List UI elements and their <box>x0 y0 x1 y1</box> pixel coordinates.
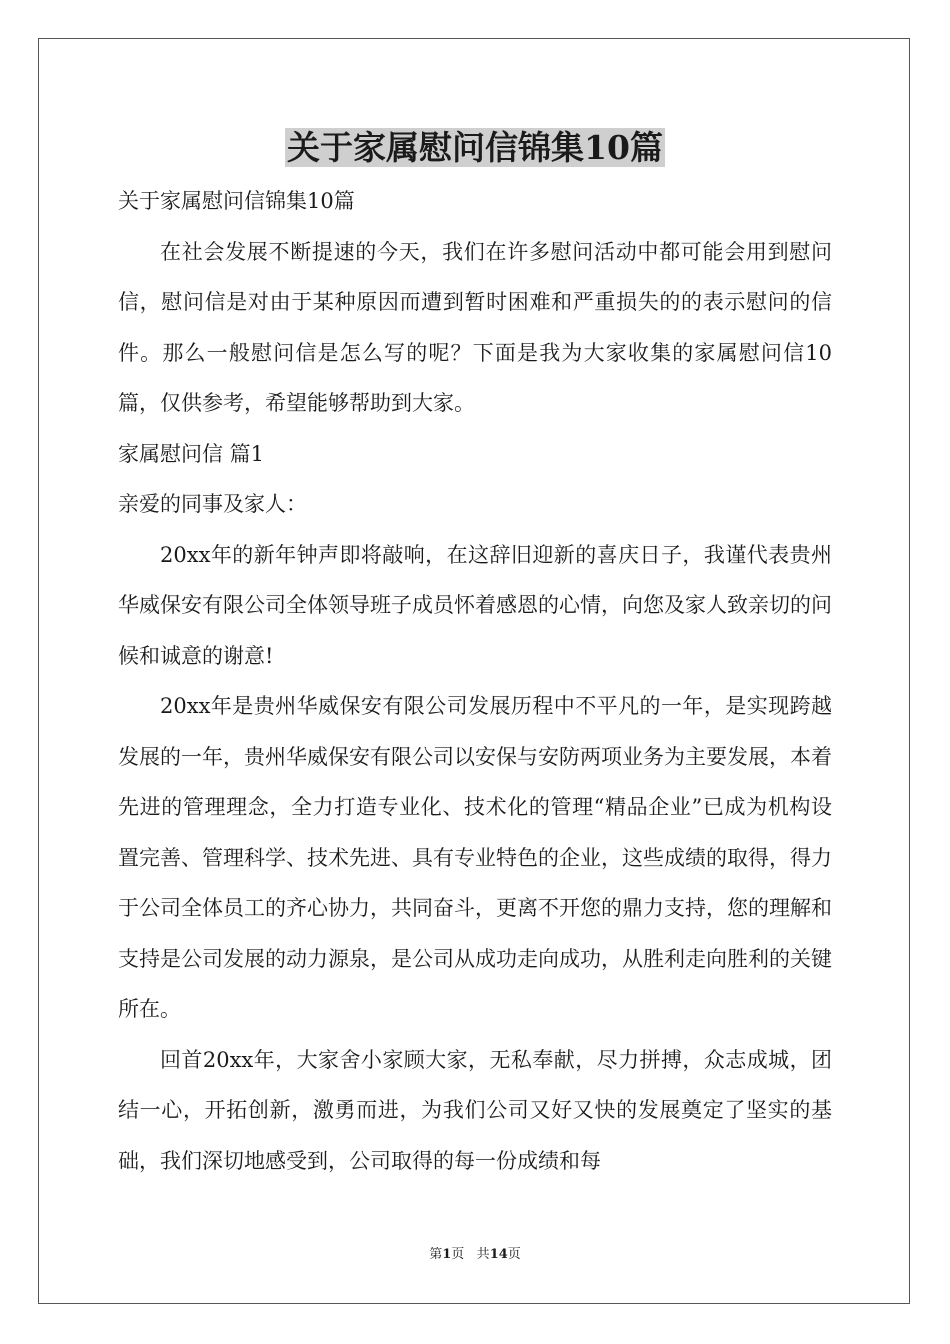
body-paragraph: 回首20xx年，大家舍小家顾大家，无私奉献，尽力拼搏，众志成城，团结一心，开拓创新，激勇而进，为我们公司又好又快的发展奠定了坚实的基础，我们深切地感受到，公司取得的每一份成绩和每 <box>118 1047 832 1173</box>
body-paragraph: 20xx年的新年钟声即将敲响，在这辞旧迎新的喜庆日子，我谨代表贵州华威保安有限公司全体领导班子成员怀着感恩的心情，向您及家人致亲切的问候和诚意的谢意! <box>118 542 832 668</box>
body-paragraph: 亲爱的同事及家人： <box>118 492 307 516</box>
footer-total-pages: 14 <box>489 1247 508 1262</box>
body-paragraph: 关于家属慰问信锦集10篇 <box>118 189 355 213</box>
body-paragraph: 家属慰问信 篇1 <box>118 441 265 466</box>
footer-total-suffix: 页 <box>507 1247 521 1262</box>
body-paragraph: 在社会发展不断提速的今天，我们在许多慰问活动中都可能会用到慰问信，慰问信是对由于某种原因而遭到暂时困难和严重损失的的表示慰问的信件。那么一般慰问信是怎么写的呢？下面是我为大家收集的家属慰问信10篇，仅供参考，希望能够帮助到大家。 <box>118 239 832 415</box>
document-body <box>118 176 832 1186</box>
footer-page-suffix: 页 <box>451 1247 465 1262</box>
footer-total-prefix: 共 <box>476 1247 490 1262</box>
document-title <box>0 124 950 172</box>
footer-prefix: 第 <box>429 1247 443 1262</box>
footer-page-number: 1 <box>442 1247 452 1262</box>
page-footer <box>0 1246 950 1264</box>
body-paragraph: 20xx年是贵州华威保安有限公司发展历程中不平凡的一年，是实现跨越发展的一年，贵州华威保安有限公司以安保与安防两项业务为主要发展，本着先进的管理理念，全力打造专业化、技术化的管理“精品企业”已成为机构设置完善、管理科学、技术先进、具有专业特色的企业，这些成绩的取得，得力于公司全体员工的齐心协力，共同奋斗，更离不开您的鼎力支持，您的理解和支持是公司发展的动力源泉，是公司从成功走向成功，从胜利走向胜利的关键所在。 <box>118 694 832 1021</box>
document-title-text: 关于家属慰问信锦集10篇 <box>287 128 663 167</box>
